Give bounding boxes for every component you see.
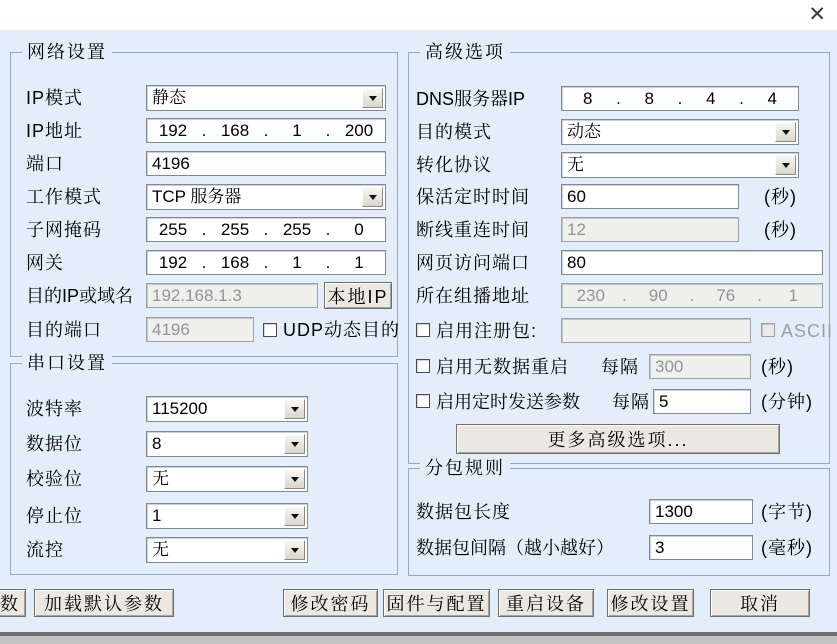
dot: . [616,88,621,108]
dropdown-arrow-icon[interactable] [775,122,796,142]
octet: 200 [344,120,374,140]
multicast-field [561,283,823,308]
timed-params-input[interactable] [653,389,751,414]
ip-address-label: IP地址 [26,121,84,141]
port-label: 端口 [26,154,64,174]
packet-interval-input[interactable] [649,535,753,560]
reg-packet-input [561,318,751,343]
data-bits-combo[interactable] [146,431,308,457]
config-dialog [0,30,837,632]
ip-mode-label: IP模式 [26,88,84,108]
flow-control-combo[interactable] [146,537,308,563]
packet-interval-unit: (毫秒) [761,538,813,558]
dot: . [201,120,207,140]
group-network-title: 网络设置 [22,41,112,63]
background-strip [0,636,837,644]
protocol-label: 转化协议 [416,155,492,175]
dropdown-arrow-icon[interactable] [284,506,305,526]
protocol-value: 无 [567,155,584,174]
dropdown-arrow-icon[interactable] [284,399,305,419]
dest-mode-label: 目的模式 [416,122,492,142]
group-network-settings [10,42,401,357]
change-password-button[interactable]: 修改密码 [283,589,378,617]
reg-packet-label: 启用注册包: [436,321,538,341]
ascii-checkbox [761,323,775,337]
dot: . [757,285,762,305]
apply-settings-button[interactable]: 修改设置 [607,589,694,617]
protocol-combo[interactable] [561,152,799,178]
titlebar [0,0,837,30]
packet-length-input[interactable] [649,499,753,524]
timed-params-unit: (分钟) [761,392,813,412]
stop-bits-combo[interactable] [146,503,308,529]
ascii-label: ASCII [781,321,834,341]
cancel-button[interactable]: 取消 [710,589,810,617]
more-advanced-options-button[interactable]: 更多高级选项... [456,424,780,454]
dropdown-arrow-icon[interactable] [362,187,383,207]
dest-ip-label: 目的IP或域名 [26,286,134,306]
group-serial-title: 串口设置 [22,352,112,374]
dot: . [325,120,331,140]
packet-length-label: 数据包长度 [416,502,511,522]
work-mode-label: 工作模式 [26,187,102,207]
close-icon[interactable]: ✕ [808,3,826,26]
ip-address-field[interactable] [146,118,386,143]
octet: 4 [767,88,777,108]
group-advanced-title: 高级选项 [420,41,510,63]
port-input[interactable] [146,151,386,176]
octet: 230 [576,285,605,305]
keepalive-unit: (秒) [764,187,797,207]
gateway-label: 网关 [26,253,64,273]
reconnect-unit: (秒) [764,220,797,240]
octet: 4 [706,88,716,108]
data-bits-value: 8 [152,434,162,453]
no-data-restart-every-label: 每隔 [601,357,639,377]
ip-mode-combo[interactable] [146,85,386,111]
baud-rate-value: 115200 [152,399,208,418]
octet: 1 [788,285,798,305]
no-data-restart-label: 启用无数据重启 [436,357,569,377]
dns-label: DNS服务器IP [416,89,526,109]
octet: 0 [354,219,364,239]
dropdown-arrow-icon[interactable] [362,88,383,108]
octet: 192 [158,120,188,140]
octet: 168 [220,120,250,140]
dot: . [739,88,744,108]
parity-combo[interactable] [146,466,308,492]
dot: . [622,285,627,305]
group-serial-settings [10,353,398,575]
no-data-restart-input [649,354,751,379]
octet: 76 [716,285,736,305]
dns-field[interactable] [561,86,799,111]
octet: 1 [292,120,302,140]
restart-device-button[interactable]: 重启设备 [498,589,594,617]
group-advanced-options [408,42,834,464]
dest-ip-input [146,283,318,308]
keepalive-input[interactable] [561,184,739,209]
packet-interval-label: 数据包间隔（越小越好） [416,538,614,558]
dest-mode-value: 动态 [567,122,601,141]
flow-control-label: 流控 [26,540,64,560]
keepalive-label: 保活定时时间 [416,187,530,207]
dot: . [201,252,207,272]
dot: . [325,252,331,272]
data-bits-label: 数据位 [26,434,83,454]
baud-rate-combo[interactable] [146,396,308,422]
timed-params-label: 启用定时发送参数 [436,392,580,412]
reg-packet-checkbox[interactable] [416,323,430,337]
dropdown-arrow-icon[interactable] [284,434,305,454]
reconnect-label: 断线重连时间 [416,220,530,240]
octet: 90 [648,285,668,305]
octet: 192 [158,252,188,272]
load-defaults-button[interactable]: 加载默认参数 [34,589,174,617]
dot: . [263,252,269,272]
dest-port-input [146,317,254,342]
parity-label: 校验位 [26,469,83,489]
group-packet-title: 分包规则 [420,457,510,479]
dot: . [689,285,695,305]
octet: 255 [282,219,312,239]
octet: 168 [220,252,250,272]
web-port-input[interactable] [561,250,823,275]
octet: 8 [583,88,593,108]
packet-length-unit: (字节) [761,502,813,522]
stop-bits-value: 1 [152,506,162,525]
dest-port-label: 目的端口 [26,320,102,340]
work-mode-value: TCP 服务器 [152,187,242,206]
udp-dynamic-checkbox[interactable] [263,323,277,337]
dot: . [263,219,269,239]
dot: . [201,219,207,239]
ip-mode-value: 静态 [152,88,186,107]
octet: 1 [292,252,302,272]
reconnect-input [561,217,739,242]
flow-control-value: 无 [152,540,169,559]
dest-mode-combo[interactable] [561,119,799,145]
multicast-label: 所在组播地址 [416,286,530,306]
dropdown-arrow-icon[interactable] [284,540,305,560]
parity-value: 无 [152,469,169,488]
octet: 255 [220,219,250,239]
octet: 8 [644,88,654,108]
local-ip-button[interactable]: 本地IP [324,282,392,309]
subnet-mask-label: 子网掩码 [26,220,102,240]
firmware-config-button[interactable]: 固件与配置 [383,589,490,617]
octet: 1 [354,252,364,272]
dot: . [325,219,331,239]
truncated-left-button[interactable]: 数 [0,589,26,617]
dot: . [263,120,269,140]
octet: 255 [158,219,188,239]
stop-bits-label: 停止位 [26,506,83,526]
udp-dynamic-label: UDP动态目的 [283,320,401,340]
no-data-restart-unit: (秒) [761,357,794,377]
dot: . [677,88,683,108]
timed-params-checkbox[interactable] [416,394,430,408]
dropdown-arrow-icon[interactable] [775,155,796,175]
no-data-restart-checkbox[interactable] [416,359,430,373]
timed-params-every-label: 每隔 [612,392,650,412]
group-packet-rules [408,458,830,576]
baud-rate-label: 波特率 [26,399,83,419]
gateway-field[interactable] [146,250,386,275]
work-mode-combo[interactable] [146,184,386,210]
subnet-mask-field[interactable] [146,217,386,242]
dropdown-arrow-icon[interactable] [284,469,305,489]
web-port-label: 网页访问端口 [416,253,530,273]
